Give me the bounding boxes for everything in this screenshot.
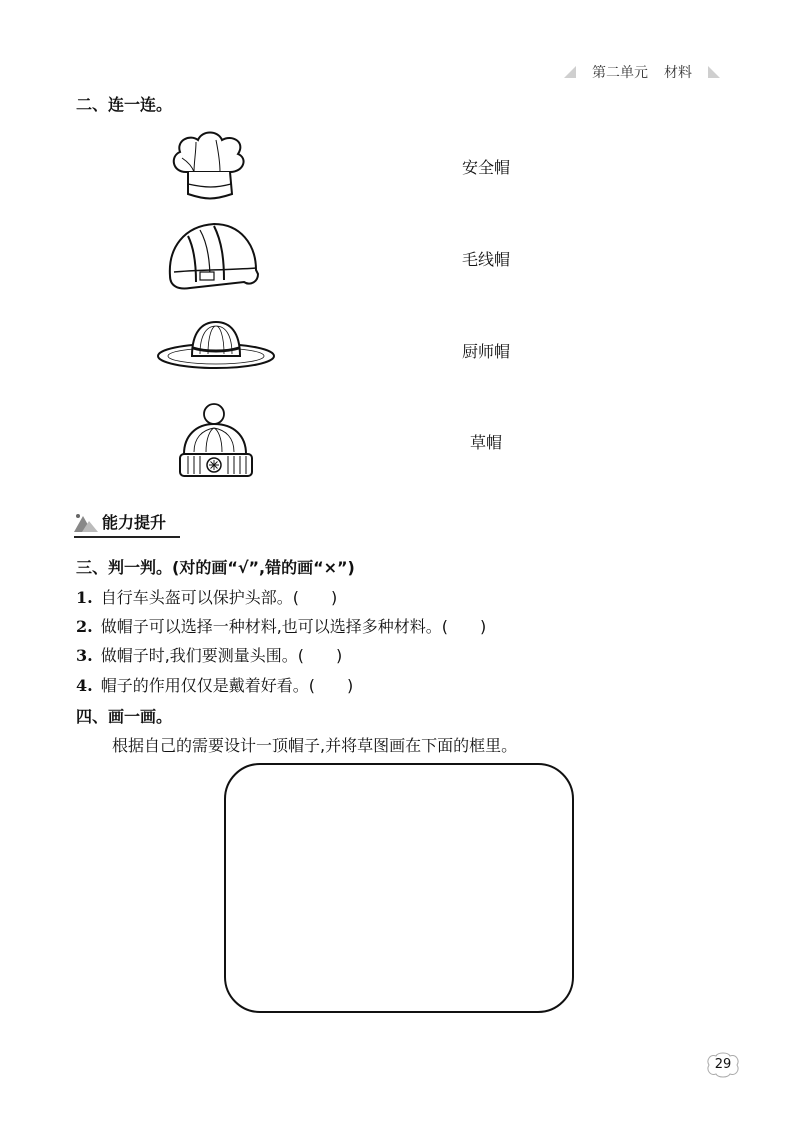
ability-underline <box>74 536 180 538</box>
straw-hat-icon <box>154 318 278 374</box>
judge-item-text: 做帽子可以选择一种材料,也可以选择多种材料。( ) <box>100 617 487 636</box>
judge-item-text: 自行车头盔可以保护头部。( ) <box>100 588 338 607</box>
header-topic: 材料 <box>664 65 692 81</box>
judge-item-number: 3. <box>76 646 93 665</box>
judge-item-number: 4. <box>76 676 93 695</box>
header-triangle-left-icon <box>564 66 576 78</box>
judge-item-text: 帽子的作用仅仅是戴着好看。( ) <box>100 676 354 695</box>
ability-heading <box>74 508 194 536</box>
chef-hat-icon <box>166 128 248 204</box>
judge-item-number: 1. <box>76 588 93 607</box>
label-chef-hat: 厨师帽 <box>462 342 511 361</box>
judge-item-3 <box>76 643 342 666</box>
judge-item-2 <box>76 614 486 637</box>
judge-item-number: 2. <box>76 617 93 636</box>
section2-title: 二、连一连。 <box>76 95 173 114</box>
drawing-box[interactable] <box>224 763 574 1013</box>
section4-instruction: 根据自己的需要设计一顶帽子,并将草图画在下面的框里。 <box>112 736 518 755</box>
mountain-icon <box>74 512 98 532</box>
judge-item-4 <box>76 673 353 696</box>
label-knit-hat: 毛线帽 <box>462 250 511 269</box>
page-header <box>560 62 740 84</box>
knit-hat-icon <box>176 400 256 482</box>
section4-title: 四、画一画。 <box>76 707 173 726</box>
hard-hat-icon <box>160 218 264 298</box>
header-unit: 第二单元 <box>592 65 648 81</box>
label-straw-hat: 草帽 <box>470 433 503 452</box>
judge-item-text: 做帽子时,我们要测量头围。( ) <box>100 646 343 665</box>
page-number: 29 <box>714 1057 732 1072</box>
judge-item-1 <box>76 585 337 608</box>
ability-title: 能力提升 <box>102 513 167 532</box>
section3-title: 三、判一判。(对的画“√”,错的画“×”) <box>76 558 355 577</box>
header-triangle-right-icon <box>708 66 720 78</box>
label-safety-helmet: 安全帽 <box>462 158 511 177</box>
page-number-badge <box>706 1052 740 1078</box>
